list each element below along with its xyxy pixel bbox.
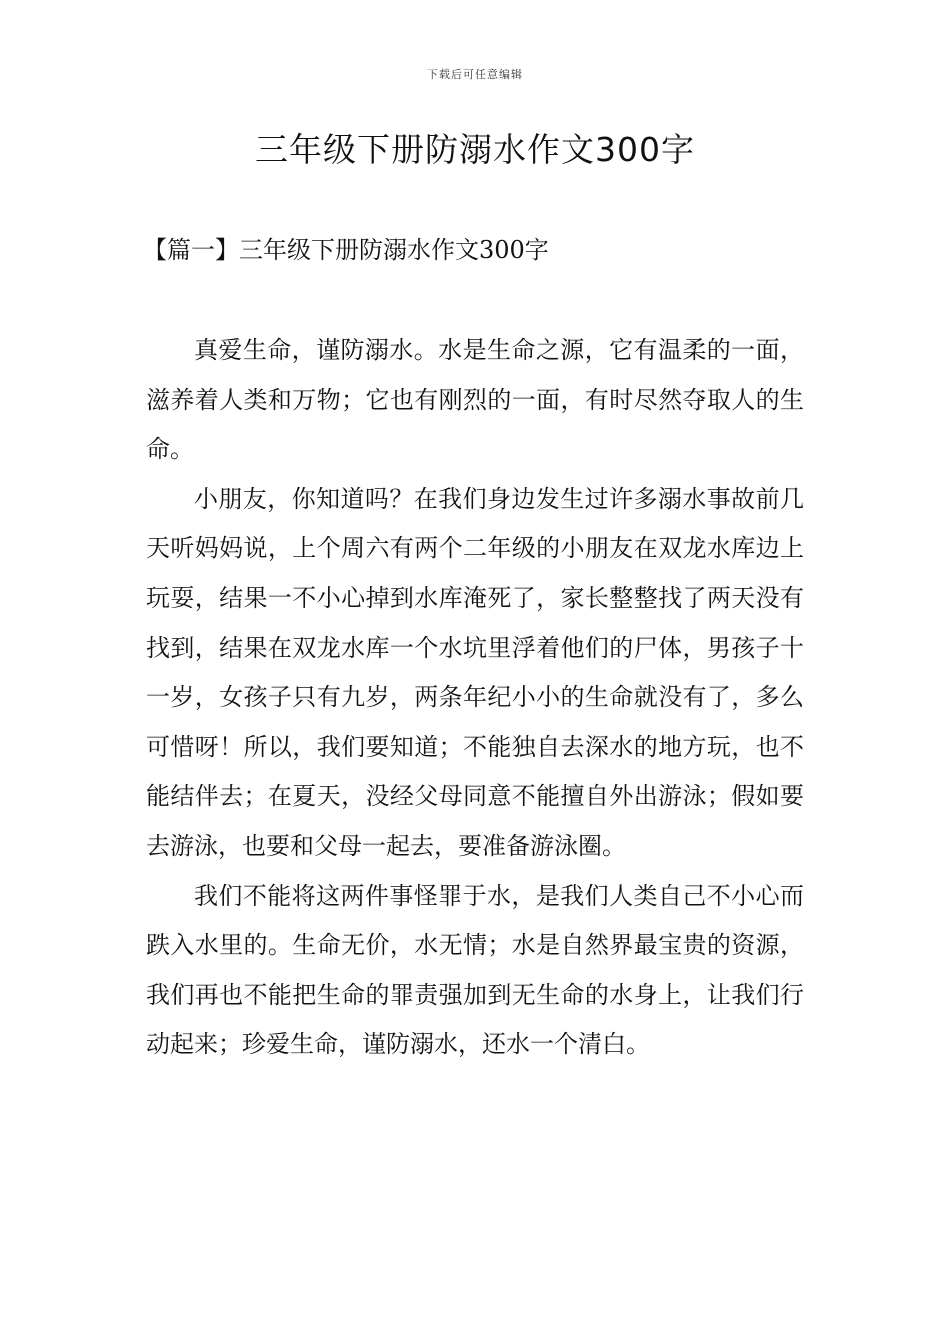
paragraph-3: 我们不能将这两件事怪罪于水，是我们人类自己不小心而跌入水里的。生命无价，水无情；水是自然界最宝贵的资源，我们再也不能把生命的罪责强加到无生命的水身上，让我们行动起来；珍爱生命，谨防溺水，还水一个清白。 — [146, 881, 804, 1059]
paragraph-1: 真爱生命，谨防溺水。水是生命之源，它有温柔的一面，滋养着人类和万物；它也有刚烈的一面，有时尽然夺取人的生命。 — [146, 336, 804, 464]
section-heading: 【篇一】三年级下册防溺水作文300字 — [143, 236, 549, 264]
header-note: 下载后可任意编辑 — [427, 68, 523, 81]
paragraph-2: 小朋友，你知道吗？在我们身边发生过许多溺水事故前几天听妈妈说，上个周六有两个二年级的小朋友在双龙水库边上玩耍，结果一不小心掉到水库淹死了，家长整整找了两天没有找到，结果在双龙水库一个水坑里浮着他们的尸体，男孩子十一岁，女孩子只有九岁，两条年纪小小的生命就没有了，多么可惜呀！所以，我们要知道；不能独自去深水的地方玩，也不能结伴去；在夏天，没经父母同意不能擅自外出游泳；假如要去游泳，也要和父母一起去，要准备游泳圈。 — [146, 484, 804, 860]
document-title: 三年级下册防溺水作文300字 — [255, 130, 695, 169]
essay-body — [146, 326, 804, 1070]
